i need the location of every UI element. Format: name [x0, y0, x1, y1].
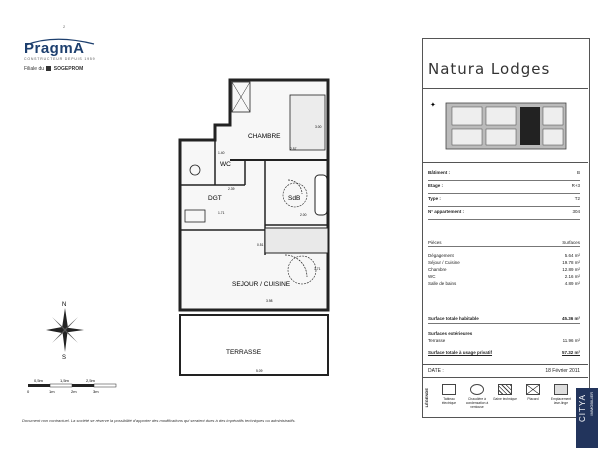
room-sdb: SdB	[288, 195, 301, 202]
dim-dgt: 2.39	[228, 187, 235, 191]
dim-sejour-w: 3.98	[266, 299, 273, 303]
info-value: R+3	[571, 183, 580, 188]
legend-text: Placard	[527, 397, 539, 401]
room-terrasse: TERRASSE	[226, 349, 262, 356]
surface-habitable	[428, 316, 580, 324]
floor-plan	[170, 70, 398, 385]
sogeprom-icon	[46, 66, 51, 71]
surfaces-header-label: Pièces	[428, 240, 442, 245]
room-chambre: CHAMBRE	[248, 133, 281, 140]
info-value: B	[576, 170, 580, 175]
legend-items	[436, 384, 574, 409]
info-label: N° appartement :	[428, 209, 465, 214]
info-value: T2	[574, 196, 580, 201]
surface-value: 19.78 m²	[562, 260, 580, 265]
dim-terrasse: 5.09	[256, 369, 263, 373]
placard-icon	[526, 384, 540, 395]
surface-label: Salle de bains	[428, 281, 457, 286]
title-divider	[422, 88, 588, 89]
surface-value: 5.64 m²	[564, 253, 580, 258]
info-label: Bâtiment :	[428, 170, 451, 175]
page-mark: 2	[63, 24, 66, 29]
surface-terrasse	[428, 338, 580, 343]
scale-bottom-0: 0	[27, 389, 30, 394]
scale-top-2: 2,5m	[86, 378, 95, 383]
legend-item-gaine	[492, 384, 518, 409]
room-wc: WC	[220, 161, 231, 168]
terrasse-label: Terrasse	[428, 338, 446, 343]
exterieures-label: Surfaces extérieures	[428, 331, 473, 336]
legend-item-placard	[520, 384, 546, 409]
dim-wc: 1.40	[218, 151, 225, 155]
date-row	[422, 364, 588, 378]
habitable-value: 45.36 m²	[561, 316, 580, 321]
gaine-technique-icon	[498, 384, 512, 395]
tableau-electrique-icon	[442, 384, 456, 395]
info-divider	[422, 162, 588, 163]
legend-item-tableau	[436, 384, 462, 409]
scale-bottom-2: 2m	[71, 389, 77, 394]
surface-label: Chambre	[428, 267, 447, 272]
citya-sub: IMMOBILIER	[589, 392, 594, 416]
dim-chambre-h: 3.00	[315, 125, 322, 129]
date-label: DATE :	[428, 368, 444, 374]
usage-label: Surface totale à usage privatif	[428, 350, 493, 355]
dim-c2: 1.71	[218, 211, 225, 215]
surface-row	[428, 253, 580, 258]
scale-bottom-3: 3m	[93, 389, 99, 394]
info-value: 304	[572, 209, 580, 214]
habitable-label: Surface totale habitable	[428, 316, 479, 321]
legend-label: LÉGENDE	[424, 388, 429, 408]
info-row-type	[428, 196, 580, 207]
logo-tagline: CONSTRUCTEUR DEPUIS 1959	[24, 57, 96, 61]
surface-row	[428, 260, 580, 265]
scale-bar	[26, 376, 118, 396]
surfaces-exterieures	[428, 331, 580, 336]
logo-parent: SOGEPROM	[53, 66, 84, 72]
legend-text: Chaudière à condensation à ventouse	[465, 397, 489, 409]
legend-text: Tableau électrique	[441, 397, 457, 405]
svg-text:✦: ✦	[430, 101, 436, 109]
info-row-appartement	[428, 209, 580, 220]
citya-badge	[576, 388, 598, 448]
room-dgt: DGT	[208, 195, 222, 202]
scale-bottom-1: 1m	[49, 389, 55, 394]
surface-row	[428, 274, 580, 279]
compass-rose-icon	[40, 300, 90, 360]
info-row-batiment	[428, 170, 580, 181]
surface-label: Séjour / Cuisine	[428, 260, 460, 265]
surface-usage-privatif	[428, 350, 580, 355]
dim-sdb: 2.00	[300, 213, 307, 217]
surface-row	[428, 267, 580, 272]
chaudiere-icon	[470, 384, 484, 395]
surfaces-header-value: Surfaces	[562, 240, 580, 245]
surface-label: Dégagement	[428, 253, 454, 258]
building-mini-plan	[428, 95, 580, 155]
room-sejour: SEJOUR / CUISINE	[232, 281, 291, 288]
date-value: 18 Février 2011	[545, 368, 580, 374]
logo-subsidiary	[24, 66, 83, 72]
compass-north: N	[62, 302, 67, 308]
terrasse-value: 11.96 m²	[562, 338, 580, 343]
logo-subsidiary-text: Filiale du	[24, 66, 45, 72]
info-label: Type :	[428, 196, 441, 201]
surfaces-header	[428, 240, 580, 247]
surface-row	[428, 281, 580, 286]
dim-c1: 0.51	[257, 243, 264, 247]
surface-value: 2.16 m²	[564, 274, 580, 279]
legend-item-lave-linge	[548, 384, 574, 409]
legend-item-chaudiere	[464, 384, 490, 409]
dim-sejour-h: 3.71	[314, 267, 321, 271]
logo-name: PragmA	[24, 40, 85, 57]
legend-text: Gaine technique	[492, 397, 517, 401]
surface-value: 12.89 m²	[562, 267, 580, 272]
citya-name: CITYA	[578, 394, 587, 422]
program-title: Natura Lodges	[428, 60, 551, 78]
compass-south: S	[62, 355, 67, 360]
surface-label: WC	[428, 274, 436, 279]
info-row-etage	[428, 183, 580, 194]
disclaimer: Document non contractuel. La société se réserve la possibilité d'apporter des modifications qui seraient dues à des impératifs techniques ou administratifs.	[22, 418, 296, 423]
info-label: Etage :	[428, 183, 444, 188]
surface-value: 4.89 m²	[564, 281, 580, 286]
scale-top-1: 1,5m	[60, 378, 69, 383]
plan-walls	[180, 80, 328, 375]
dim-chambre-w: 2.57	[290, 147, 297, 151]
scale-top-0: 0,5m	[34, 378, 43, 383]
usage-value: 57.32 m²	[561, 350, 580, 355]
legend-text: Emplacement lave-linge	[550, 397, 572, 405]
lave-linge-icon	[554, 384, 568, 395]
